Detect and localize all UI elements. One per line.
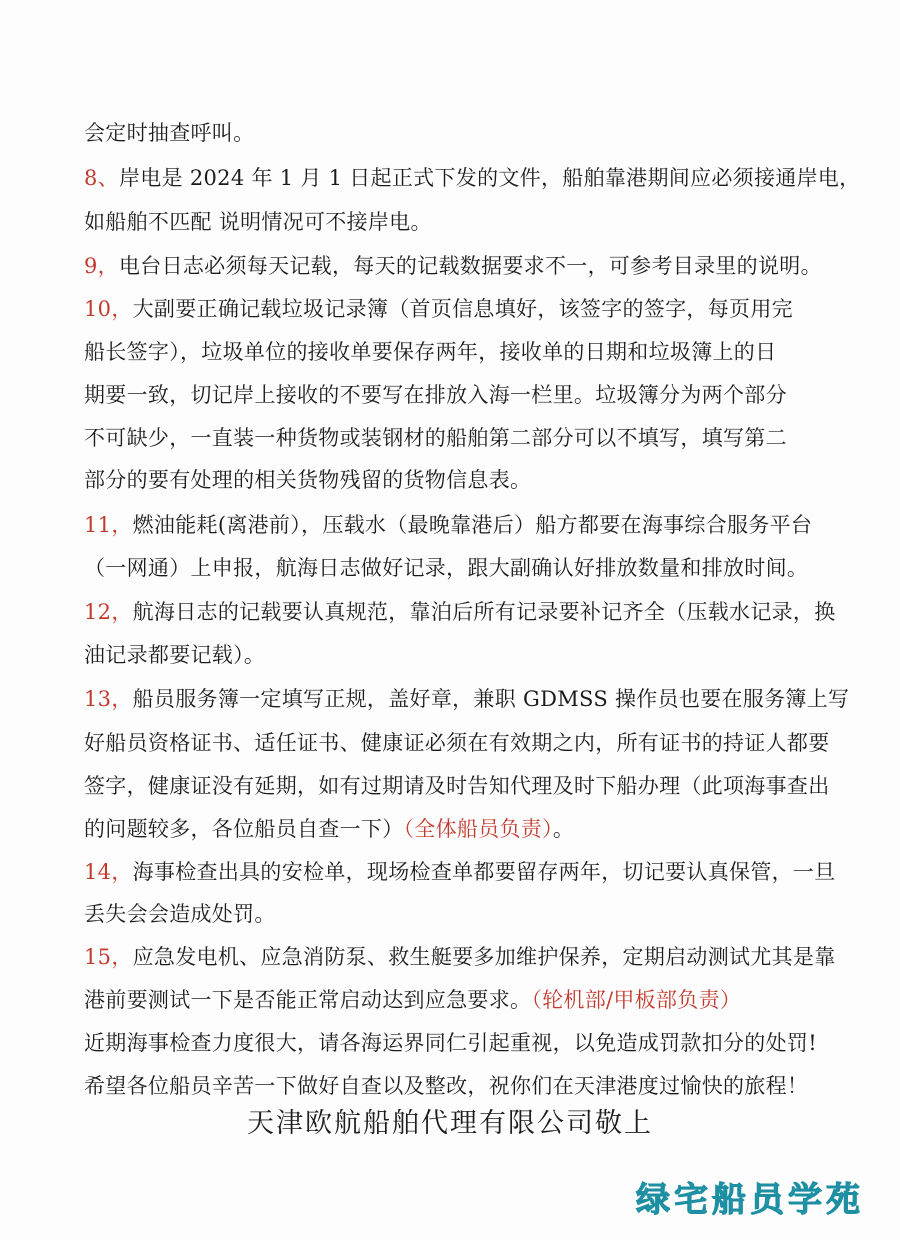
text-line: 如船舶不匹配 说明情况可不接岸电。	[84, 210, 432, 234]
item-number: 12，	[84, 600, 133, 624]
item-9-line: 9，电台日志必须每天记载，每天的记载数据要求不一，可参考目录里的说明。	[84, 254, 822, 278]
text-line: 签字，健康证没有延期，如有过期请及时告知代理及时下船办理（此项海事查出	[84, 774, 830, 798]
text-line: （一网通）上申报，航海日志做好记录，跟大副确认好排放数量和排放时间。	[84, 556, 809, 580]
responsibility-note: （轮机部/甲板部负责）	[531, 988, 742, 1012]
item-number: 15，	[84, 945, 133, 969]
item-number: 11，	[84, 513, 133, 537]
text-line: 船长签字），垃圾单位的接收单要保存两年，接收单的日期和垃圾簿上的日	[84, 340, 777, 364]
item-13-line: 13，船员服务簿一定填写正规，盖好章，兼职 GDMSS 操作员也要在服务簿上写	[84, 687, 850, 711]
closing-line: 近期海事检查力度很大，请各海运界同仁引起重视，以免造成罚款扣分的处罚!	[84, 1031, 817, 1055]
item-number: 8、	[84, 166, 119, 190]
text-line: 不可缺少，一直装一种货物或装钢材的船舶第二部分可以不填写，填写第二	[84, 426, 787, 450]
text-line: 港前要测试一下是否能正常启动达到应急要求。（轮机部/甲板部负责）	[84, 988, 742, 1012]
item-8-line: 8、岸电是 2024 年 1 月 1 日起正式下发的文件，船舶靠港期间应必须接通岸电，	[84, 166, 861, 190]
text-line: 油记录都要记载）。	[84, 643, 266, 667]
item-number: 13，	[84, 687, 133, 711]
text-line: 丢失会会造成处罚。	[84, 902, 276, 926]
closing-line: 希望各位船员辛苦一下做好自查以及整改，祝你们在天津港度过愉快的旅程！	[84, 1074, 809, 1098]
signature: 天津欧航船舶代理有限公司敬上	[247, 1108, 653, 1139]
text-line: 会定时抽查呼叫。	[84, 121, 255, 145]
text-line: 好船员资格证书、适任证书、健康证必须在有效期之内，所有证书的持证人都要	[84, 731, 830, 755]
text-line: 部分的要有处理的相关货物残留的货物信息表。	[84, 468, 532, 492]
item-14-line: 14，海事检查出具的安检单，现场检查单都要留存两年，切记要认真保管，一旦	[84, 860, 836, 884]
item-number: 10，	[84, 297, 133, 321]
text-line: 的问题较多，各位船员自查一下）（全体船员负责）。	[84, 817, 575, 841]
item-15-line: 15，应急发电机、应急消防泵、救生艇要多加维护保养，定期启动测试尤其是靠	[84, 945, 836, 969]
item-number: 9，	[84, 254, 119, 278]
responsibility-note: （全体船员负责）	[403, 817, 553, 841]
item-number: 14，	[84, 860, 133, 884]
watermark-logo: 绿宅船员学苑	[636, 1180, 864, 1220]
item-11-line: 11，燃油能耗(离港前），压载水（最晚靠港后）船方都要在海事综合服务平台	[84, 513, 813, 537]
item-10-line: 10，大副要正确记载垃圾记录簿（首页信息填好，该签字的签字，每页用完	[84, 297, 793, 321]
item-12-line: 12，航海日志的记载要认真规范，靠泊后所有记录要补记齐全（压载水记录，换	[84, 600, 836, 624]
text-line: 期要一致，切记岸上接收的不要写在排放入海一栏里。垃圾簿分为两个部分	[84, 383, 787, 407]
